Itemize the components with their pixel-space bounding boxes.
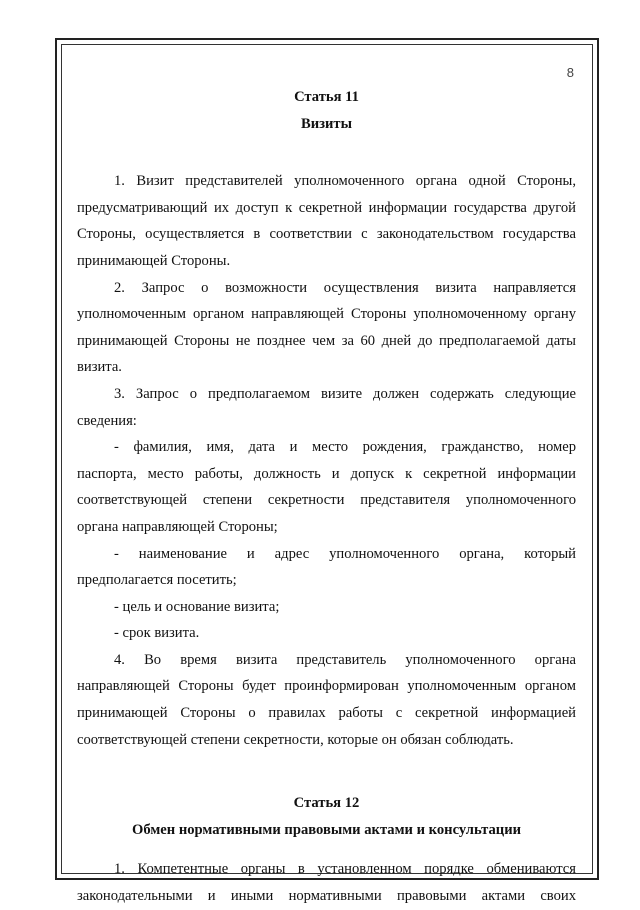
paragraph-line: Стороны, осуществляется в соответствии с законодательством государства: [77, 226, 576, 243]
article-12-subtitle: Обмен нормативными правовыми актами и консультации: [131, 821, 522, 838]
paragraph-line: 3. Запрос о предполагаемом визите должен содержать следующие: [114, 385, 576, 402]
article-11-list-item-2: [77, 541, 576, 594]
paragraph-line: законодательными и иными нормативными правовыми актами своих: [77, 888, 576, 905]
paragraph-line: принимающей Стороны о правилах работы с секретной информацией: [77, 705, 576, 722]
paragraph-line: - наименование и адрес уполномоченного органа, который: [114, 545, 576, 562]
paragraph-line: соответствующей степени секретности представителя уполномоченного: [77, 492, 576, 509]
paragraph-line: предусматривающий их доступ к секретной информации государства другой: [77, 199, 576, 216]
paragraph-line: 1. Компетентные органы в установленном порядке обмениваются: [114, 861, 576, 878]
paragraph-line: направляющей Стороны будет проинформирован уполномоченным органом: [77, 678, 576, 695]
paragraph-line: сведения:: [77, 412, 137, 429]
paragraph-line: уполномоченным органом направляющей Стороны уполномоченному органу: [77, 306, 576, 323]
page-frame: [55, 38, 599, 905]
paragraph-line: 4. Во время визита представитель уполномоченного органа: [114, 651, 576, 668]
article-11-title: Статья 11: [294, 89, 359, 105]
paragraph-line: - цель и основание визита;: [114, 598, 280, 615]
paragraph-line: соответствующей степени секретности, которые он обязан соблюдать.: [77, 731, 514, 748]
paragraph-line: принимающей Стороны.: [77, 252, 231, 269]
paragraph-line: паспорта, место работы, должность и допуск к секретной информации: [77, 465, 576, 482]
article-12-title: Статья 12: [293, 795, 360, 812]
article-11-paragraph-2: [77, 275, 576, 381]
paragraph-line: 2. Запрос о возможности осуществления визита направляется: [114, 279, 576, 296]
page-inner-frame: [61, 44, 593, 905]
article-11-list-item-4: [77, 620, 576, 647]
article-11-list-item-3: [77, 594, 576, 621]
paragraph-line: - срок визита.: [114, 625, 200, 642]
paragraph-line: визита.: [77, 359, 122, 376]
article-11-paragraph-1: [77, 168, 576, 274]
document-body: [77, 84, 576, 910]
paragraph-line: органа направляющей Стороны;: [77, 518, 278, 535]
paragraph-line: предполагается посетить;: [77, 572, 237, 589]
paragraph-line: - фамилия, имя, дата и место рождения, гражданство, номер: [114, 439, 576, 456]
article-11-list-item-1: [77, 434, 576, 540]
article-11-paragraph-4: [77, 647, 576, 753]
article-12-paragraph-1: [77, 856, 576, 909]
paragraph-line: принимающей Стороны не позднее чем за 60 дней до предполагаемой даты: [77, 332, 576, 349]
article-11-subtitle: Визиты: [301, 115, 352, 132]
page-number: 8: [566, 65, 574, 80]
article-11-paragraph-3: [77, 381, 576, 434]
paragraph-line: 1. Визит представителей уполномоченного органа одной Стороны,: [114, 173, 576, 190]
